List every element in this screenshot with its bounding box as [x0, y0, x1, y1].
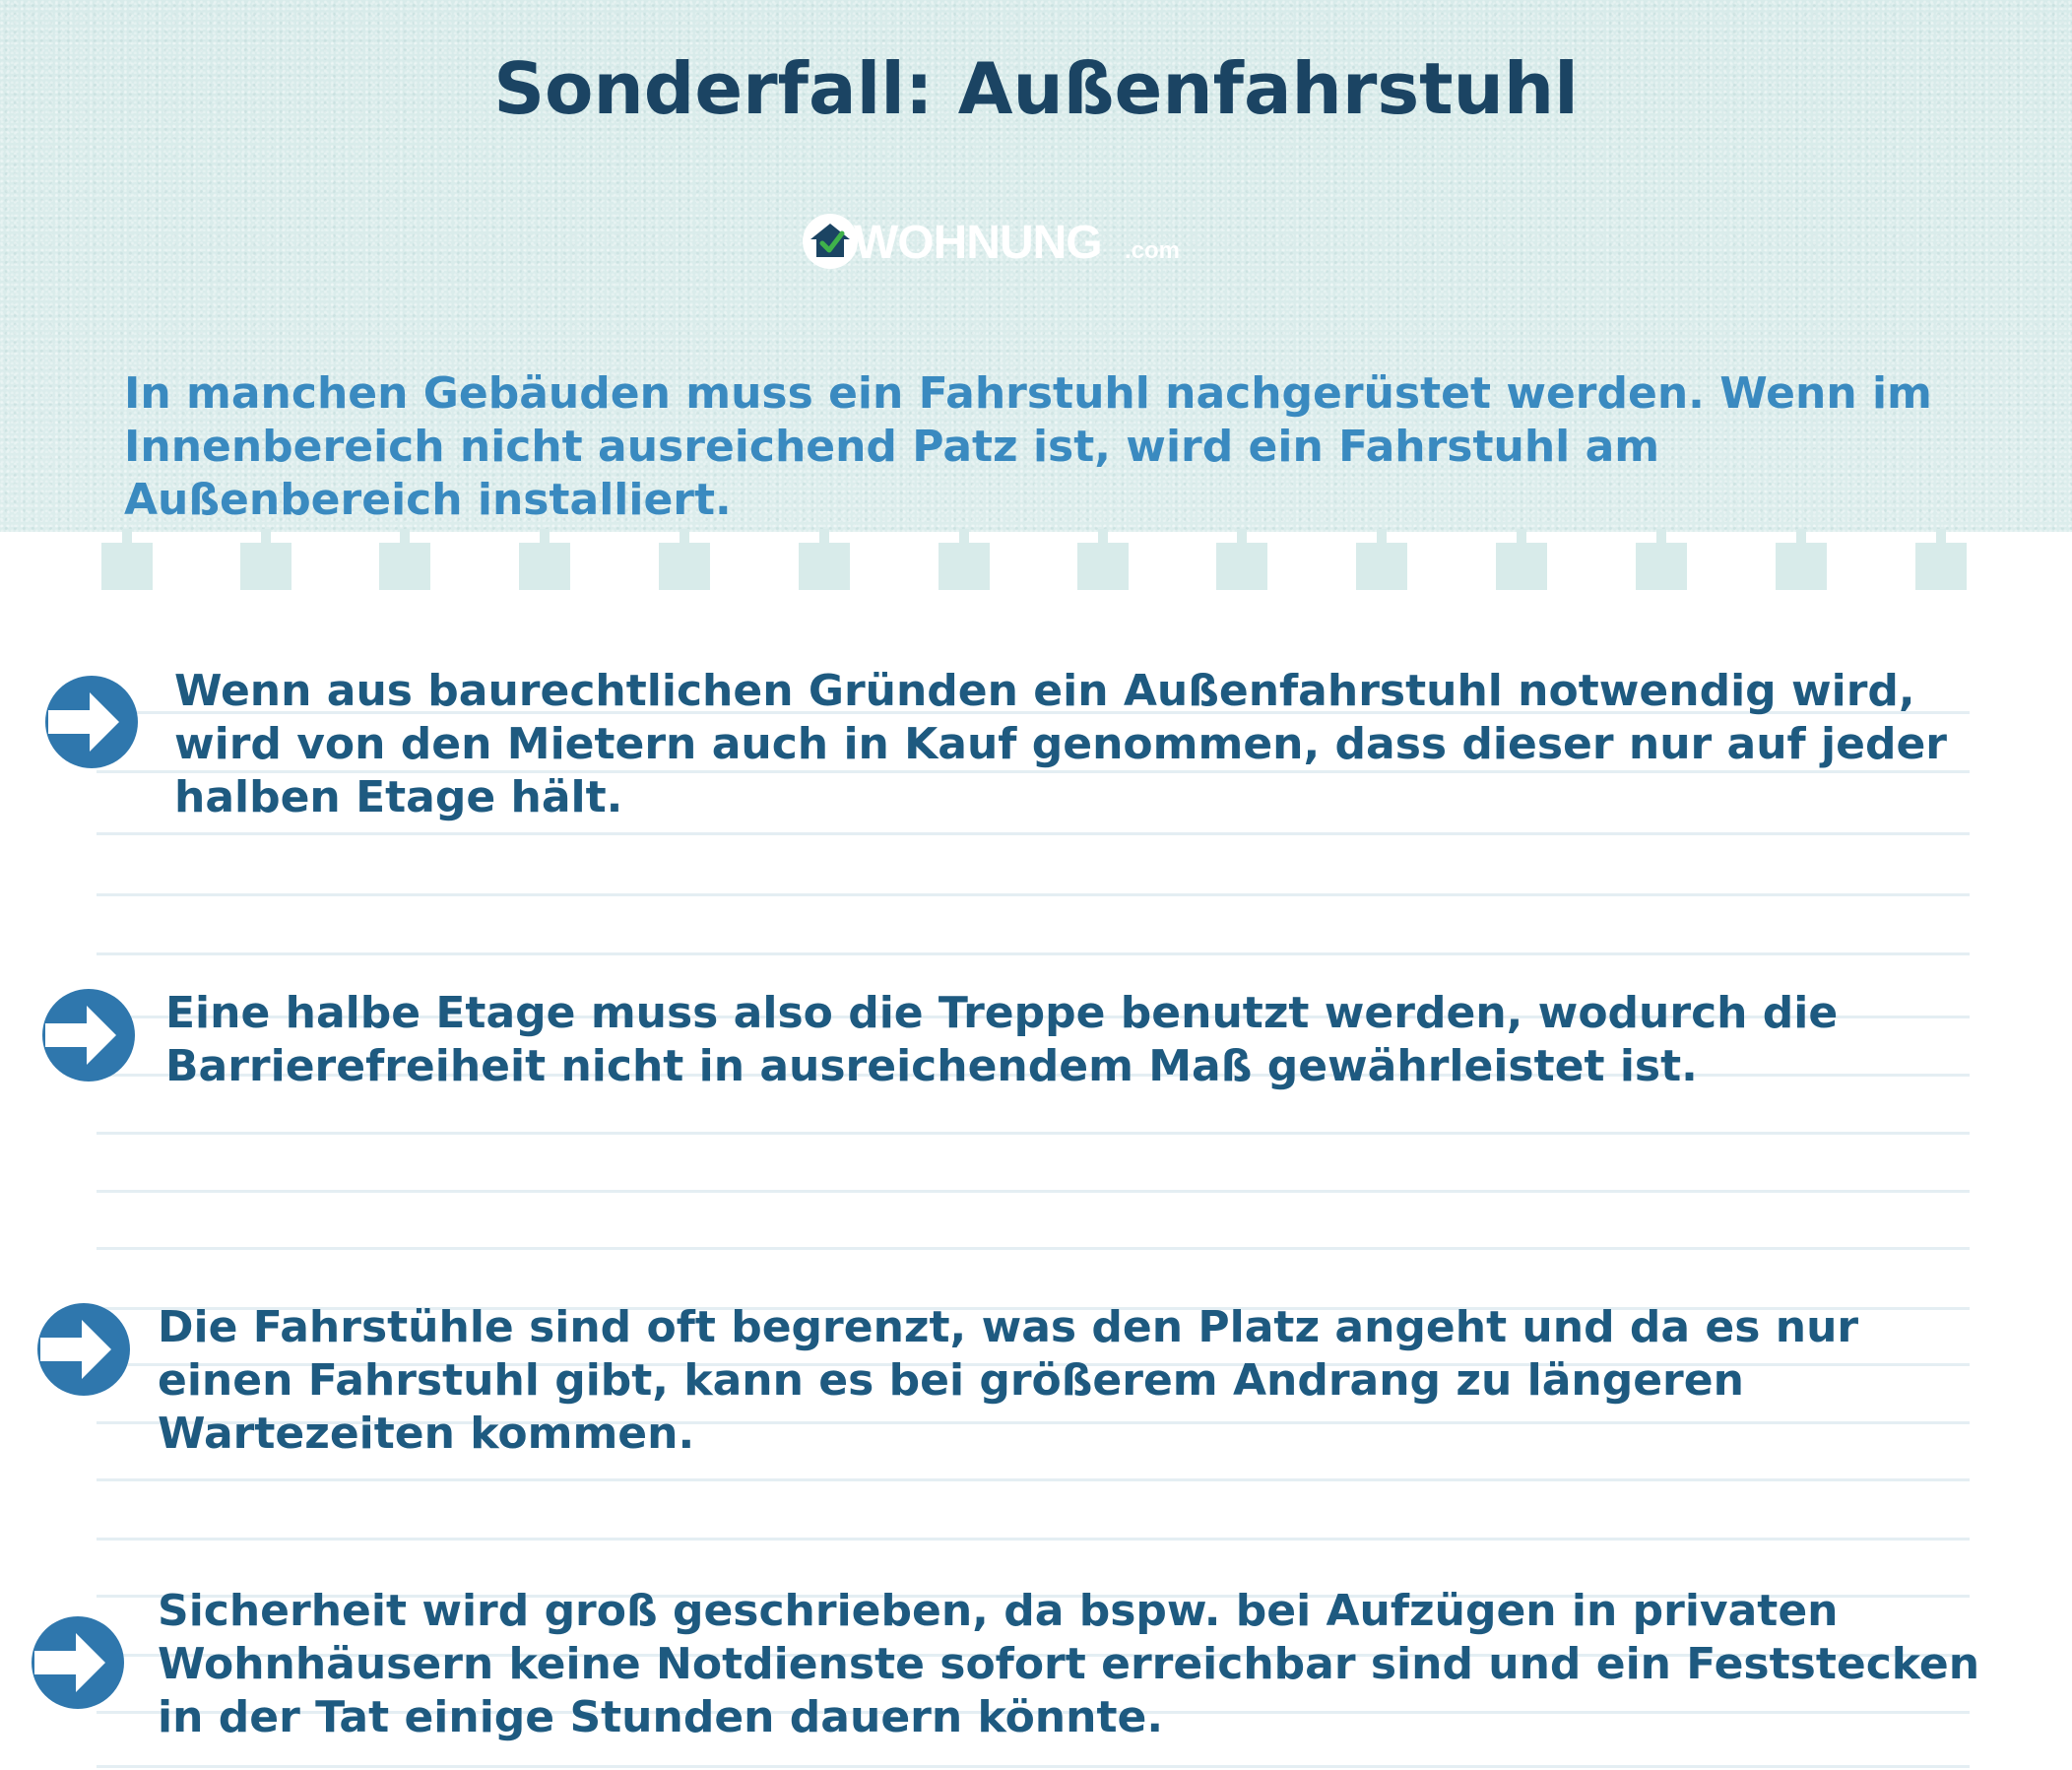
binding-tab [1915, 529, 1967, 590]
header-banner [0, 0, 2072, 532]
wohnung-logo[interactable] [803, 212, 1197, 271]
arrow-right-circle-icon [41, 988, 136, 1082]
binding-tab [1356, 529, 1407, 590]
binding-tab [799, 529, 850, 590]
ruled-line [97, 1190, 1970, 1193]
arrow-right-circle-icon [44, 675, 139, 769]
binding-tab [1776, 529, 1827, 590]
house-check-icon [803, 214, 858, 269]
binding-tab [240, 529, 291, 590]
ruled-line [97, 1132, 1970, 1135]
binding-tab [1496, 529, 1547, 590]
binding-tab [939, 529, 990, 590]
arrow-right-circle-icon [31, 1615, 125, 1710]
binding-tab [1636, 529, 1687, 590]
binding-tab [519, 529, 570, 590]
intro-text: In manchen Gebäuden muss ein Fahrstuhl nachgerüstet werden. Wenn im Innenbereich nicht ausreichend Patz ist, wird ein Fahrstuhl am Außenbereich installiert. [124, 368, 1932, 525]
point-text: Eine halbe Etage muss also die Treppe benutzt werden, wodurch die Barrierefreiheit nicht in ausreichendem Maß gewährleistet ist. [165, 988, 1839, 1091]
point-text: Die Fahrstühle sind oft begrenzt, was den Platz angeht und da es nur einen Fahrstuhl gibt, kann es bei größerem Andrang zu längeren Wartezeiten kommen. [158, 1302, 1859, 1459]
binding-tab [659, 529, 710, 590]
ruled-line [97, 1478, 1970, 1481]
logo-name: WOHNUNG [854, 217, 1102, 269]
ruled-line [97, 1765, 1970, 1768]
ruled-line [97, 1538, 1970, 1541]
arrow-right-circle-icon [36, 1302, 131, 1397]
binding-tab [101, 529, 153, 590]
binding-tab [1216, 529, 1267, 590]
binding-tab [379, 529, 430, 590]
ruled-line [97, 832, 1970, 835]
binding-tab [1077, 529, 1129, 590]
ruled-line [97, 893, 1970, 896]
ruled-line [97, 1247, 1970, 1250]
point-text: Wenn aus baurechtlichen Gründen ein Außenfahrstuhl notwendig wird, wird von den Mietern auch in Kauf genommen, dass dieser nur auf jeder halben Etage hält. [174, 666, 1947, 822]
point-text: Sicherheit wird groß geschrieben, da bspw. bei Aufzügen in privaten Wohnhäusern keine Notdienste sofort erreichbar sind und ein Feststecken in der Tat einige Stunden dauern könnte. [158, 1586, 1980, 1742]
page-title: Sonderfall: Außenfahrstuhl [493, 47, 1579, 130]
ruled-line [97, 952, 1970, 955]
logo-tld: .com [1125, 237, 1181, 264]
